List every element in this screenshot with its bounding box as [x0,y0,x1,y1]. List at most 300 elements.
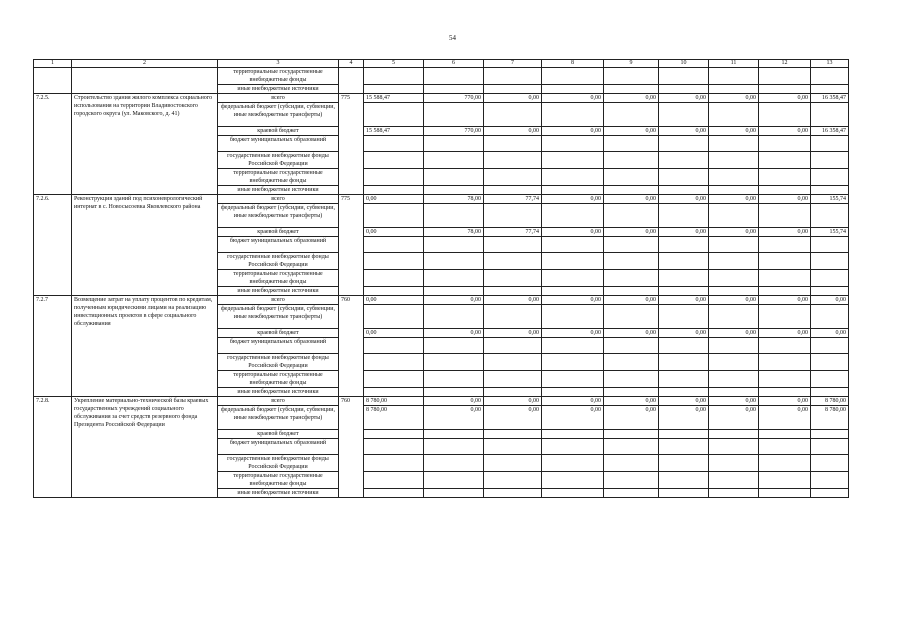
value-cell [604,270,659,287]
value-cell [604,253,659,270]
value-cell: 0,00 [709,329,759,338]
value-cell [759,152,811,169]
value-cell: 0,00 [604,406,659,430]
value-cell [759,186,811,195]
value-cell [542,338,604,354]
value-cell [484,169,542,186]
value-cell [484,338,542,354]
value-cell [709,204,759,228]
value-cell: 0,00 [811,329,849,338]
item-name: Реконструкция зданий под психоневрологический интернат в с. Новосысоевка Яковлевского района [72,195,218,296]
value-cell: 0,00 [364,228,424,237]
value-cell [759,371,811,388]
value-cell: 0,00 [709,195,759,204]
value-cell [542,371,604,388]
value-cell [484,305,542,329]
value-cell [542,169,604,186]
item-group: 760 [339,397,364,498]
funding-source: территориальные государственные внебюджетные фонды [218,472,339,489]
value-cell: 0,00 [484,127,542,136]
value-cell [709,371,759,388]
value-cell [811,455,849,472]
value-cell [709,270,759,287]
value-cell [759,237,811,253]
value-cell [542,136,604,152]
value-cell [759,430,811,439]
value-cell [424,472,484,489]
value-cell [604,186,659,195]
value-cell [811,68,849,85]
value-cell [424,371,484,388]
value-cell: 0,00 [484,406,542,430]
column-header: 2 [72,60,218,68]
value-cell [604,489,659,498]
value-cell [604,439,659,455]
value-cell [424,430,484,439]
funding-source: бюджет муниципальных образований [218,237,339,253]
value-cell: 0,00 [542,195,604,204]
value-cell: 0,00 [709,397,759,406]
funding-source: бюджет муниципальных образований [218,338,339,354]
value-cell [659,388,709,397]
value-cell: 0,00 [759,406,811,430]
funding-source: территориальные государственные внебюджетные фонды [218,169,339,186]
item-name-cell [72,68,218,94]
value-cell [709,152,759,169]
value-cell [659,455,709,472]
value-cell [759,204,811,228]
item-group-cell [339,68,364,94]
value-cell [364,68,424,85]
value-cell [604,152,659,169]
item-name: Возмещение затрат на уплату процентов по кредитам, полученным юридическими лицами на реализацию инвестиционных проектов в сфере социального обслуживания [72,296,218,397]
value-cell [811,136,849,152]
value-cell: 0,00 [604,296,659,305]
value-cell [811,489,849,498]
table-row [34,296,849,305]
value-cell [709,354,759,371]
funding-source: федеральный бюджет (субсидии, субвенции, иные межбюджетные трансферты) [218,406,339,430]
value-cell [811,204,849,228]
value-cell: 0,00 [542,228,604,237]
value-cell: 0,00 [604,329,659,338]
value-cell [659,305,709,329]
column-header: 11 [709,60,759,68]
value-cell [542,270,604,287]
value-cell [709,455,759,472]
value-cell [424,354,484,371]
value-cell [811,270,849,287]
item-code-cell [34,68,72,94]
item-code: 7.2.7 [34,296,72,397]
value-cell [709,338,759,354]
value-cell [604,103,659,127]
value-cell [542,186,604,195]
value-cell [604,430,659,439]
value-cell [759,472,811,489]
value-cell [542,253,604,270]
value-cell [484,489,542,498]
value-cell [811,371,849,388]
funding-source: краевой бюджет [218,127,339,136]
value-cell: 0,00 [424,397,484,406]
value-cell: 0,00 [484,94,542,103]
value-cell [604,472,659,489]
value-cell [424,455,484,472]
value-cell [424,253,484,270]
value-cell: 15 588,47 [364,127,424,136]
value-cell [659,338,709,354]
item-code: 7.2.6. [34,195,72,296]
funding-source: всего [218,397,339,406]
value-cell [759,455,811,472]
value-cell: 0,00 [604,397,659,406]
value-cell [659,439,709,455]
value-cell [759,305,811,329]
value-cell [364,439,424,455]
value-cell [364,287,424,296]
value-cell: 0,00 [542,94,604,103]
value-cell [604,169,659,186]
value-cell: 0,00 [542,127,604,136]
table-row [34,68,849,85]
value-cell [659,103,709,127]
value-cell: 0,00 [604,94,659,103]
funding-source: федеральный бюджет (субсидии, субвенции, иные межбюджетные трансферты) [218,103,339,127]
value-cell [424,388,484,397]
value-cell [811,472,849,489]
value-cell [542,455,604,472]
value-cell: 0,00 [364,195,424,204]
value-cell [604,136,659,152]
value-cell [759,354,811,371]
value-cell: 0,00 [542,329,604,338]
funding-source: всего [218,296,339,305]
item-group: 760 [339,296,364,397]
table-row [34,195,849,204]
value-cell [811,388,849,397]
value-cell [811,237,849,253]
value-cell: 16 358,47 [811,94,849,103]
funding-source: государственные внебюджетные фонды Российской Федерации [218,253,339,270]
value-cell [604,338,659,354]
value-cell: 0,00 [424,296,484,305]
value-cell [364,103,424,127]
value-cell [709,472,759,489]
value-cell [364,253,424,270]
value-cell: 0,00 [759,228,811,237]
value-cell: 155,74 [811,195,849,204]
value-cell [709,237,759,253]
value-cell: 0,00 [759,329,811,338]
value-cell [424,489,484,498]
funding-source: всего [218,94,339,103]
column-header: 6 [424,60,484,68]
table-row [34,397,849,406]
value-cell [484,152,542,169]
value-cell: 0,00 [759,94,811,103]
value-cell [542,103,604,127]
value-cell [542,430,604,439]
value-cell: 0,00 [759,195,811,204]
value-cell: 0,00 [709,406,759,430]
value-cell [811,103,849,127]
value-cell [659,354,709,371]
value-cell [424,338,484,354]
value-cell [659,136,709,152]
value-cell: 0,00 [542,397,604,406]
value-cell [759,439,811,455]
value-cell [364,152,424,169]
funding-source: краевой бюджет [218,430,339,439]
value-cell [364,136,424,152]
value-cell [659,489,709,498]
value-cell: 0,00 [604,228,659,237]
value-cell [709,489,759,498]
value-cell [484,354,542,371]
value-cell [604,204,659,228]
value-cell [811,169,849,186]
value-cell [709,287,759,296]
item-code: 7.2.8. [34,397,72,498]
value-cell [759,338,811,354]
value-cell [364,489,424,498]
value-cell: 0,00 [542,406,604,430]
value-cell [604,354,659,371]
value-cell: 8 780,00 [364,406,424,430]
value-cell [604,68,659,85]
value-cell [659,237,709,253]
value-cell: 0,00 [709,127,759,136]
value-cell: 0,00 [709,94,759,103]
value-cell: 16 358,47 [811,127,849,136]
value-cell [542,305,604,329]
value-cell [364,305,424,329]
value-cell [659,68,709,85]
value-cell: 77,74 [484,195,542,204]
value-cell: 0,00 [484,397,542,406]
value-cell: 0,00 [484,329,542,338]
value-cell [424,68,484,85]
value-cell [709,439,759,455]
value-cell [424,237,484,253]
funding-source: бюджет муниципальных образований [218,439,339,455]
funding-source: краевой бюджет [218,329,339,338]
value-cell: 0,00 [759,397,811,406]
value-cell: 155,74 [811,228,849,237]
value-cell [659,287,709,296]
value-cell [484,472,542,489]
value-cell [364,388,424,397]
value-cell [604,85,659,94]
value-cell [759,68,811,85]
value-cell [709,169,759,186]
value-cell: 0,00 [659,195,709,204]
item-name: Строительство здания жилого комплекса социального использования на территории Владивостокского городского округа (ул. Маковского, д. 41) [72,94,218,195]
value-cell [424,152,484,169]
value-cell [709,253,759,270]
value-cell [484,371,542,388]
header-row [34,60,849,68]
funding-source: иные внебюджетные источники [218,287,339,296]
value-cell [709,103,759,127]
item-group: 775 [339,94,364,195]
value-cell [542,388,604,397]
value-cell: 770,00 [424,127,484,136]
value-cell [542,204,604,228]
value-cell [484,237,542,253]
value-cell [364,169,424,186]
funding-source: всего [218,195,339,204]
value-cell [484,439,542,455]
column-header: 10 [659,60,709,68]
value-cell [659,270,709,287]
value-cell [604,371,659,388]
value-cell: 0,00 [424,406,484,430]
value-cell [484,103,542,127]
item-code: 7.2.5. [34,94,72,195]
value-cell [484,270,542,287]
value-cell [484,253,542,270]
value-cell: 15 588,47 [364,94,424,103]
value-cell [484,388,542,397]
value-cell: 0,00 [811,296,849,305]
value-cell [364,270,424,287]
value-cell [759,85,811,94]
value-cell [811,354,849,371]
column-header: 7 [484,60,542,68]
value-cell: 0,00 [364,329,424,338]
value-cell [484,430,542,439]
column-header: 3 [218,60,339,68]
value-cell [604,455,659,472]
value-cell [811,152,849,169]
value-cell: 0,00 [659,406,709,430]
value-cell [364,472,424,489]
value-cell [424,186,484,195]
value-cell: 0,00 [659,329,709,338]
table-row [34,94,849,103]
column-header: 5 [364,60,424,68]
funding-source: территориальные государственные внебюджетные фонды [218,270,339,287]
budget-table [33,59,849,498]
funding-source: краевой бюджет [218,228,339,237]
value-cell [759,388,811,397]
value-cell [759,169,811,186]
value-cell [709,136,759,152]
value-cell [424,439,484,455]
value-cell: 78,00 [424,195,484,204]
value-cell [364,85,424,94]
column-header: 12 [759,60,811,68]
value-cell [811,186,849,195]
value-cell [759,489,811,498]
value-cell [659,85,709,94]
value-cell [364,237,424,253]
value-cell [709,85,759,94]
value-cell: 8 780,00 [364,397,424,406]
value-cell [542,472,604,489]
column-header: 4 [339,60,364,68]
value-cell [364,455,424,472]
value-cell [542,287,604,296]
item-name: Укрепление материально-технической базы краевых государственных учреждений социального обслуживания за счет средств резервного фонда Президента Российской Федерации [72,397,218,498]
value-cell [604,388,659,397]
funding-source: бюджет муниципальных образований [218,136,339,152]
value-cell: 8 780,00 [811,406,849,430]
value-cell [604,287,659,296]
funding-source: федеральный бюджет (субсидии, субвенции, иные межбюджетные трансферты) [218,204,339,228]
value-cell [542,237,604,253]
value-cell [484,455,542,472]
value-cell [542,439,604,455]
value-cell [424,169,484,186]
value-cell [659,169,709,186]
value-cell [424,270,484,287]
value-cell [659,152,709,169]
value-cell: 0,00 [484,296,542,305]
value-cell [759,136,811,152]
funding-source: федеральный бюджет (субсидии, субвенции, иные межбюджетные трансферты) [218,305,339,329]
value-cell: 770,00 [424,94,484,103]
value-cell [659,371,709,388]
funding-source: территориальные государственные внебюджетные фонды [218,68,339,85]
value-cell [364,204,424,228]
value-cell [659,253,709,270]
value-cell [484,136,542,152]
column-header: 1 [34,60,72,68]
funding-source: государственные внебюджетные фонды Российской Федерации [218,455,339,472]
value-cell [604,237,659,253]
value-cell [811,439,849,455]
value-cell [811,305,849,329]
value-cell [811,338,849,354]
value-cell: 0,00 [542,296,604,305]
item-group: 775 [339,195,364,296]
value-cell: 0,00 [659,397,709,406]
value-cell: 0,00 [604,127,659,136]
value-cell: 0,00 [709,296,759,305]
value-cell [709,305,759,329]
funding-source: территориальные государственные внебюджетные фонды [218,371,339,388]
value-cell: 78,00 [424,228,484,237]
value-cell: 0,00 [659,94,709,103]
value-cell [811,253,849,270]
value-cell [484,85,542,94]
column-header: 13 [811,60,849,68]
value-cell [542,354,604,371]
value-cell: 0,00 [604,195,659,204]
value-cell [424,103,484,127]
value-cell: 0,00 [659,296,709,305]
value-cell [542,489,604,498]
funding-source: государственные внебюджетные фонды Российской Федерации [218,152,339,169]
value-cell [759,103,811,127]
value-cell: 0,00 [659,228,709,237]
value-cell [484,204,542,228]
value-cell [659,204,709,228]
value-cell [659,186,709,195]
value-cell: 0,00 [759,296,811,305]
funding-source: иные внебюджетные источники [218,489,339,498]
value-cell [709,388,759,397]
value-cell [364,354,424,371]
value-cell: 0,00 [424,329,484,338]
page-number: 54 [449,34,456,42]
value-cell [424,305,484,329]
value-cell [811,287,849,296]
value-cell: 0,00 [759,127,811,136]
